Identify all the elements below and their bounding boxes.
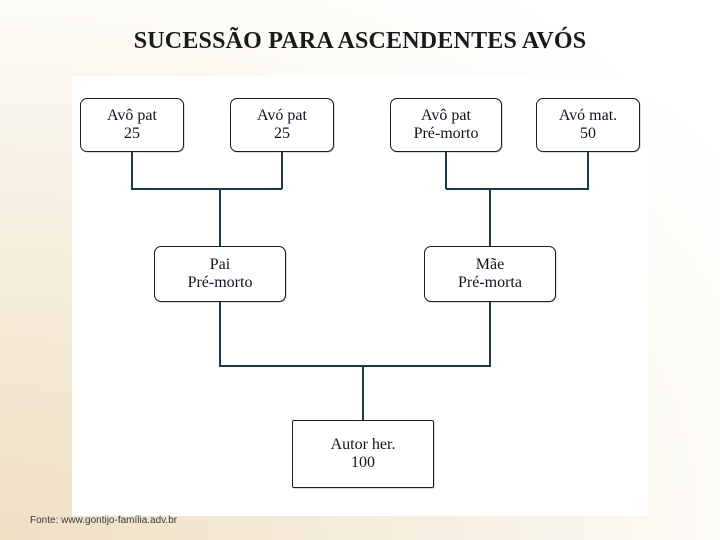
node-avo-pat-2 — [230, 98, 334, 152]
node-label-line1: Avô pat — [107, 107, 157, 125]
node-label-line2: 50 — [580, 125, 596, 142]
node-autor-her — [292, 420, 434, 488]
node-label-line2: 100 — [351, 454, 375, 471]
diagram-panel — [72, 76, 648, 516]
node-avo-mat — [536, 98, 640, 152]
node-label-line1: Autor her. — [330, 436, 396, 454]
node-label-line2: 25 — [274, 125, 290, 142]
node-avo-pat-3 — [390, 98, 502, 152]
page-title: SUCESSÃO PARA ASCENDENTES AVÓS — [133, 28, 587, 54]
node-avo-pat-1 — [80, 98, 184, 152]
source-note: Fonte: www.gontijo-família.adv.br — [30, 515, 178, 526]
node-label-line1: Avó mat. — [558, 107, 618, 125]
node-label-line1: Pai — [209, 256, 231, 274]
node-label-line1: Avô pat — [421, 107, 471, 125]
node-label-line2: Pré-morto — [187, 274, 253, 291]
node-label-line2: Pré-morta — [458, 274, 522, 291]
node-label-line1: Avó pat — [257, 107, 307, 125]
node-pai — [154, 246, 286, 302]
node-label-line2: 25 — [124, 125, 140, 142]
node-label-line2: Pré-morto — [413, 125, 479, 142]
node-mae — [424, 246, 556, 302]
node-label-line1: Mãe — [475, 256, 505, 274]
